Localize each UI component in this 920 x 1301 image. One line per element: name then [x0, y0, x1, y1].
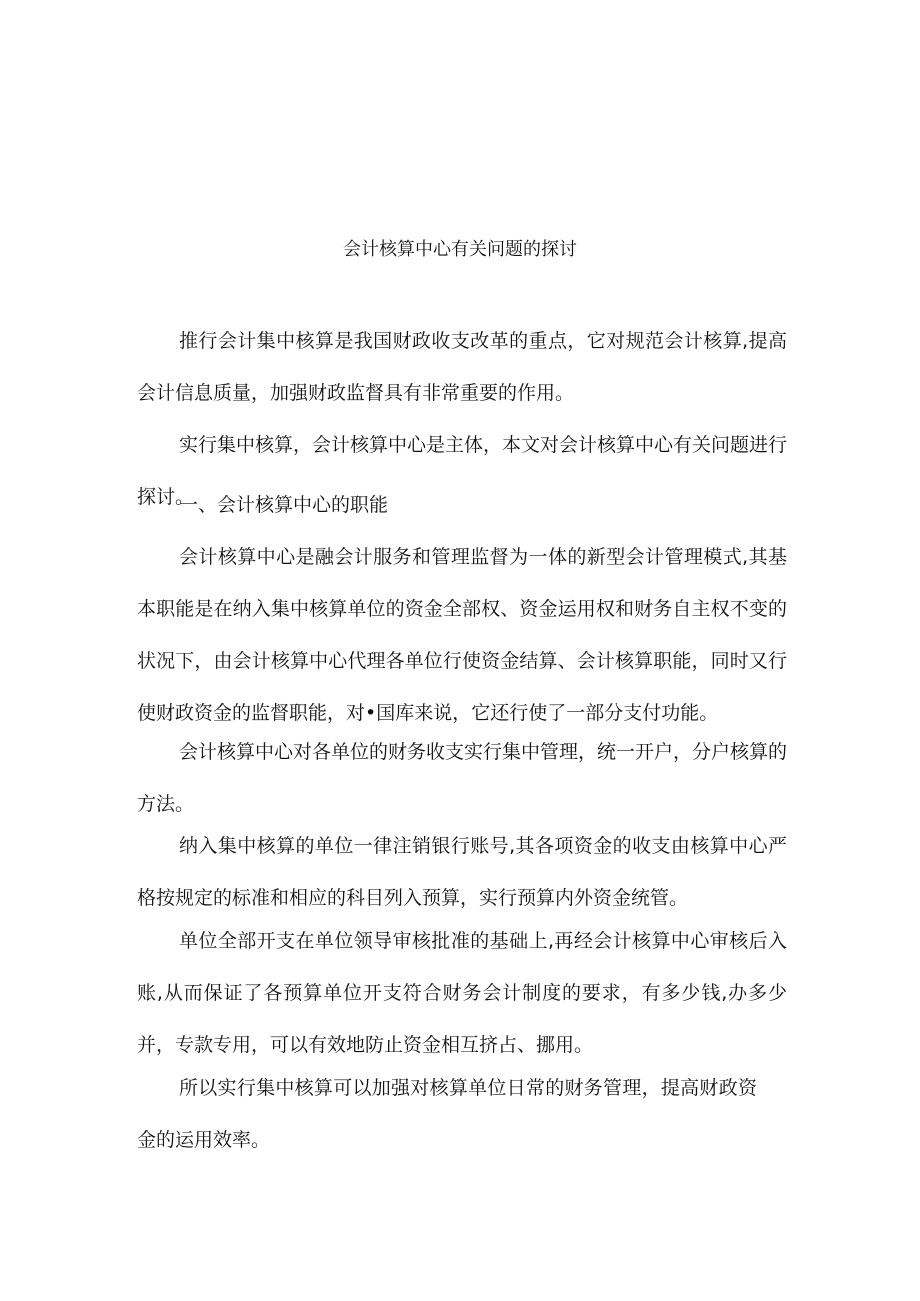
paragraph-approval: 单位全部开支在单位领导审核批准的基础上,再经会计核算中心审核后入账,从而保证了各预算单位开支符合财务会计制度的要求，有多少钱,办多少并，专款专用，可以有效地防止资金相互挤占、挪用。 — [137, 930, 787, 1056]
paragraph-conclusion: 所以实行集中核算可以加强对核算单位日常的财务管理，提高财政资金的运用效率。 — [137, 1077, 757, 1151]
paragraph-subject: 实行集中核算，会计核算中心是主体，本文对会计核算中心有关问题进行探讨。 — [137, 434, 788, 508]
section-heading-functions: 一、会计核算中心的职能 — [179, 494, 389, 516]
paragraph-intro: 推行会计集中核算是我国财政收支改革的重点，它对规范会计核算,提高会计信息质量，加强财政监督具有非常重要的作用。 — [137, 330, 787, 404]
document-title: 会计核算中心有关问题的探讨 — [343, 239, 577, 260]
paragraph-bank-accounts: 纳入集中核算的单位一律注销银行账号,其各项资金的收支由核算中心严格按规定的标准和相应的科目列入预算，实行预算内外资金统管。 — [137, 835, 787, 909]
paragraph-functions: 会计核算中心是融会计服务和管理监督为一体的新型会计管理模式,其基本职能是在纳入集中核算单位的资金全部权、资金运用权和财务自主权不变的状况下，由会计核算中心代理各单位行使资金结算、会计核算职能，同时又行使财政资金的监督职能，对•国库来说，它还行使了一部分支付功能。 — [137, 546, 787, 724]
paragraph-centralized-management: 会计核算中心对各单位的财务收支实行集中管理，统一开户，分户核算的方法。 — [137, 741, 788, 815]
